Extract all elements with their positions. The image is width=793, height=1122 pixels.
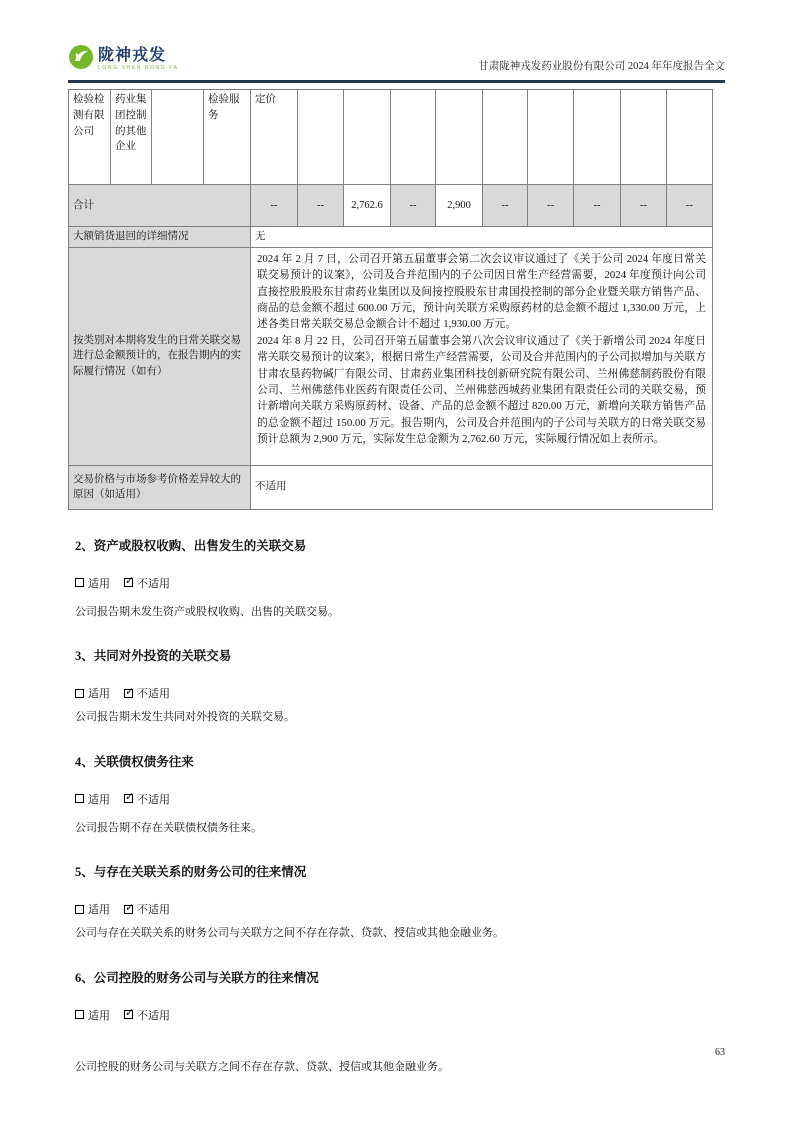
total-cell: -- xyxy=(298,185,344,227)
sales-return-label: 大额销货退回的详细情况 xyxy=(69,227,251,248)
cell-empty xyxy=(298,90,344,185)
checkbox-unchecked-icon xyxy=(75,578,84,587)
total-cell: -- xyxy=(391,185,436,227)
section-title-2: 2、资产或股权收购、出售发生的关联交易 xyxy=(75,538,307,553)
page-header xyxy=(68,0,725,75)
cell-empty xyxy=(391,90,436,185)
section-title-5: 5、与存在关联关系的财务公司的往来情况 xyxy=(75,865,307,880)
table-row-performance xyxy=(69,247,713,465)
cell-empty xyxy=(621,90,667,185)
total-cell: -- xyxy=(621,185,667,227)
section-body-5: 公司与存在关联关系的财务公司与关联方之间不存在存款、贷款、授信或其他金融业务。 xyxy=(75,927,504,940)
cell-empty xyxy=(667,90,713,185)
cell-empty xyxy=(344,90,391,185)
not-applicable-label: 不适用 xyxy=(137,688,170,701)
applicability-line-2 xyxy=(75,575,725,591)
checkbox-checked-icon: ✓ xyxy=(125,574,135,588)
section-title-6: 6、公司控股的财务公司与关联方的往来情况 xyxy=(75,970,319,985)
report-header-title: 甘肃陇神戎发药业股份有限公司 2024 年年度报告全文 xyxy=(478,61,725,72)
not-applicable-label: 不适用 xyxy=(137,904,170,917)
page-number: 63 xyxy=(715,1047,725,1058)
section-body-6: 公司控股的财务公司与关联方之间不存在存款、贷款、授信或其他金融业务。 xyxy=(75,1060,449,1073)
cell-empty xyxy=(152,90,204,185)
cell-empty xyxy=(574,90,621,185)
cell-empty xyxy=(436,90,483,185)
performance-text xyxy=(251,247,713,465)
table-row xyxy=(69,90,713,185)
brand-name-en: LONG SHEN RONG FA xyxy=(98,65,179,71)
cell-relationship: 药业集团控制的其他企业 xyxy=(111,90,152,185)
sales-return-value: 无 xyxy=(251,227,713,248)
checkbox-checked-icon: ✓ xyxy=(125,684,135,698)
total-cell: -- xyxy=(667,185,713,227)
total-cell: -- xyxy=(574,185,621,227)
total-cell: -- xyxy=(483,185,528,227)
cell-empty xyxy=(528,90,574,185)
section-body-3: 公司报告期未发生共同对外投资的关联交易。 xyxy=(75,711,295,724)
cell-related-party: 检验检测有限公司 xyxy=(69,90,111,185)
applicability-line-4 xyxy=(75,791,725,807)
applicability-line-6 xyxy=(75,1007,725,1023)
cell-pricing: 定价 xyxy=(251,90,298,185)
section-body-4: 公司报告期不存在关联债权债务往来。 xyxy=(75,821,262,834)
price-difference-value: 不适用 xyxy=(251,465,713,509)
performance-paragraph-1: 2024 年 2 月 7 日，公司召开第五届董事会第二次会议审议通过了《关于公司 2024 年度日常关联交易预计的议案》，公司及合并范围内的子公司因日常生产经营需要，2024 年度预计向公司直接控股股股东甘肃药业集团以及间接控股股东甘肃国投控制的部分企业暨关联方销售产品、商品的总金额不超过 600.00 万元，预计向关联方采购原药材的总金额不超过 1,330.00 万元，上述各类日常关联交易总金额合计不超过 1,930.00 万元。 xyxy=(257,252,706,331)
applicable-label: 适用 xyxy=(88,1009,110,1022)
total-actual-amount: 2,762.6 xyxy=(344,185,391,227)
table-row-price-difference xyxy=(69,465,713,509)
section-title-4: 4、关联债权债务往来 xyxy=(75,754,194,769)
checkbox-checked-icon: ✓ xyxy=(125,790,135,804)
table-total-row xyxy=(69,185,713,227)
checkbox-checked-icon: ✓ xyxy=(125,1006,135,1020)
total-approved-amount: 2,900 xyxy=(436,185,483,227)
total-cell: -- xyxy=(528,185,574,227)
checkbox-checked-icon: ✓ xyxy=(125,900,135,914)
related-party-transactions-table xyxy=(68,89,713,510)
applicable-label: 适用 xyxy=(88,904,110,917)
performance-paragraph-2: 2024 年 8 月 22 日，公司召开第五届董事会第八次会议审议通过了《关于新增公司 2024 年度日常关联交易预计的议案》，根据日常生产经营需要，公司及合并范围内的子公司拟增加与关联方甘肃农垦药物碱厂有限公司、甘肃药业集团科技创新研究院有限公司、兰州佛慈制药股份有限公司、兰州佛慈伟业医药有限责任公司、兰州佛慈西城药业集团有限责任公司的关联交易，预计新增向关联方采购原药材、设备、产品的总金额不超过 820.00 万元，新增向关联方销售产品的总金额不超过 150.00 万元。报告期内，公司及合并范围内的子公司与关联方的日常关联交易预计总额为 2,900 万元，实际发生总金额为 2,762.60 万元，实际履行情况如上表所示。 xyxy=(257,334,706,446)
header-divider xyxy=(68,80,725,83)
cell-transaction-content: 检验服务 xyxy=(204,90,251,185)
applicable-label: 适用 xyxy=(88,688,110,701)
brand-name-cn: 陇神戎发 xyxy=(98,47,167,64)
applicable-label: 适用 xyxy=(88,577,110,590)
checkbox-unchecked-icon xyxy=(75,1010,84,1019)
section-body-2: 公司报告期未发生资产或股权收购、出售的关联交易。 xyxy=(75,605,339,618)
total-cell: -- xyxy=(251,185,298,227)
applicability-line-5 xyxy=(75,901,725,917)
checkbox-unchecked-icon xyxy=(75,905,84,914)
section-title-3: 3、共同对外投资的关联交易 xyxy=(75,649,232,664)
not-applicable-label: 不适用 xyxy=(137,793,170,806)
cell-empty xyxy=(483,90,528,185)
performance-label: 按类别对本期将发生的日常关联交易进行总金额预计的，在报告期内的实际履行情况（如有） xyxy=(69,247,251,465)
table-row-sales-return xyxy=(69,227,713,248)
applicability-line-3 xyxy=(75,685,725,701)
applicable-label: 适用 xyxy=(88,793,110,806)
not-applicable-label: 不适用 xyxy=(137,1009,170,1022)
total-label: 合计 xyxy=(69,185,251,227)
checkbox-unchecked-icon xyxy=(75,689,84,698)
checkbox-unchecked-icon xyxy=(75,794,84,803)
logo-icon xyxy=(68,44,94,75)
not-applicable-label: 不适用 xyxy=(137,577,170,590)
company-logo xyxy=(68,44,179,75)
price-difference-label: 交易价格与市场参考价格差异较大的原因（如适用） xyxy=(69,465,251,509)
